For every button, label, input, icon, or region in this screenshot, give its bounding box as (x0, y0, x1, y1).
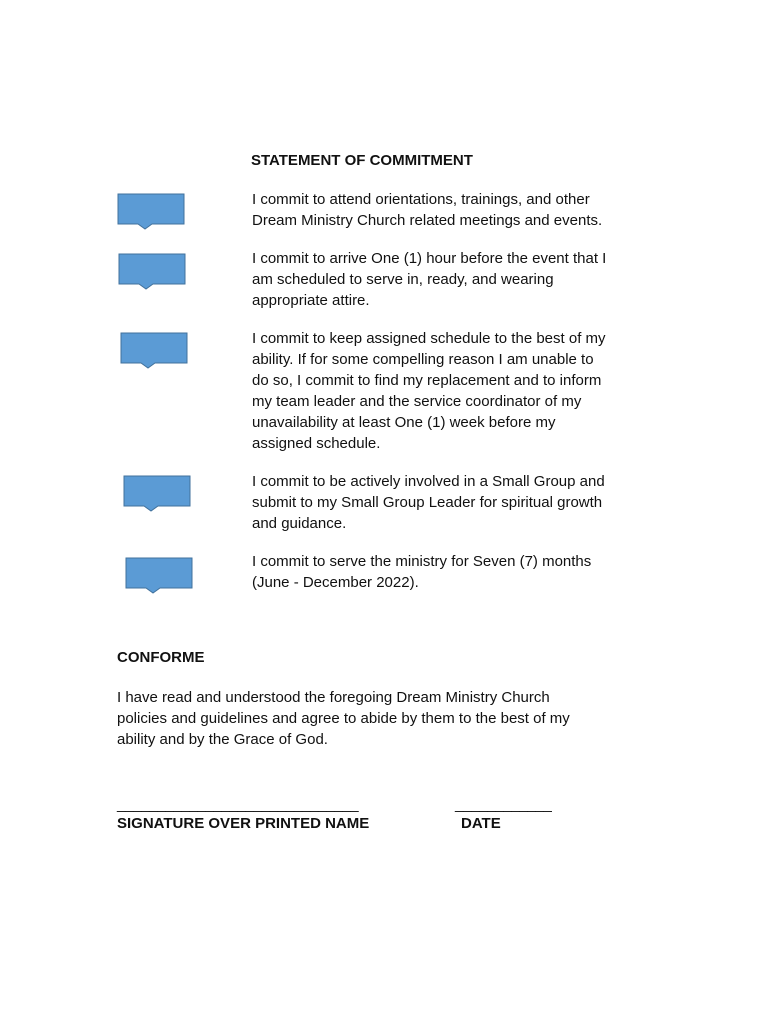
commitment-1-text (252, 189, 602, 231)
signature-label: SIGNATURE OVER PRINTED NAME (117, 815, 370, 832)
commitment-4-text (252, 471, 605, 534)
date-line[interactable]: ____________ (455, 796, 552, 813)
commitment-4-checkbox-callout-icon[interactable] (123, 475, 191, 513)
commitment-1-line: Dream Ministry Church related meetings and events. (252, 212, 603, 229)
commitment-3-line: ability. If for some compelling reason I am unable to (252, 351, 594, 368)
commitment-5-line: I commit to serve the ministry for Seven (7) months (252, 553, 592, 570)
commitment-5-checkbox-callout-icon[interactable] (125, 557, 193, 595)
commitment-4-line: submit to my Small Group Leader for spiritual growth (252, 494, 603, 511)
conforme-line: I have read and understood the foregoing Dream Ministry Church (117, 689, 550, 706)
commitment-4-line: I commit to be actively involved in a Small Group and (252, 473, 605, 490)
commitment-1-line: I commit to attend orientations, trainings, and other (252, 191, 590, 208)
conforme-heading: CONFORME (117, 649, 205, 666)
commitment-2-line: I commit to arrive One (1) hour before the event that I (252, 250, 607, 267)
commitment-2-checkbox-callout-icon[interactable] (118, 253, 186, 291)
commitment-3-line: do so, I commit to find my replacement and to inform (252, 372, 602, 389)
commitment-3-line: my team leader and the service coordinator of my (252, 393, 582, 410)
commitment-2-line: appropriate attire. (252, 292, 370, 309)
commitment-3-line: assigned schedule. (252, 435, 381, 452)
commitment-5-line: (June - December 2022). (252, 574, 419, 591)
commitment-3-line: unavailability at least One (1) week before my (252, 414, 556, 431)
date-label: DATE (461, 815, 501, 832)
commitment-2-line: am scheduled to serve in, ready, and wearing (252, 271, 554, 288)
commitment-3-text (252, 328, 606, 454)
commitment-1-checkbox-callout-icon[interactable] (117, 193, 185, 231)
document-title: STATEMENT OF COMMITMENT (251, 152, 473, 169)
commitment-4-line: and guidance. (252, 515, 347, 532)
signature-line[interactable]: ______________________________ (117, 796, 359, 813)
commitment-5-text (252, 551, 591, 593)
conforme-line: policies and guidelines and agree to abide by them to the best of my (117, 710, 570, 727)
commitment-3-checkbox-callout-icon[interactable] (120, 332, 188, 370)
commitment-3-line: I commit to keep assigned schedule to the best of my (252, 330, 606, 347)
conforme-line: ability and by the Grace of God. (117, 731, 328, 748)
conforme-text (117, 687, 570, 750)
commitment-2-text (252, 248, 606, 311)
